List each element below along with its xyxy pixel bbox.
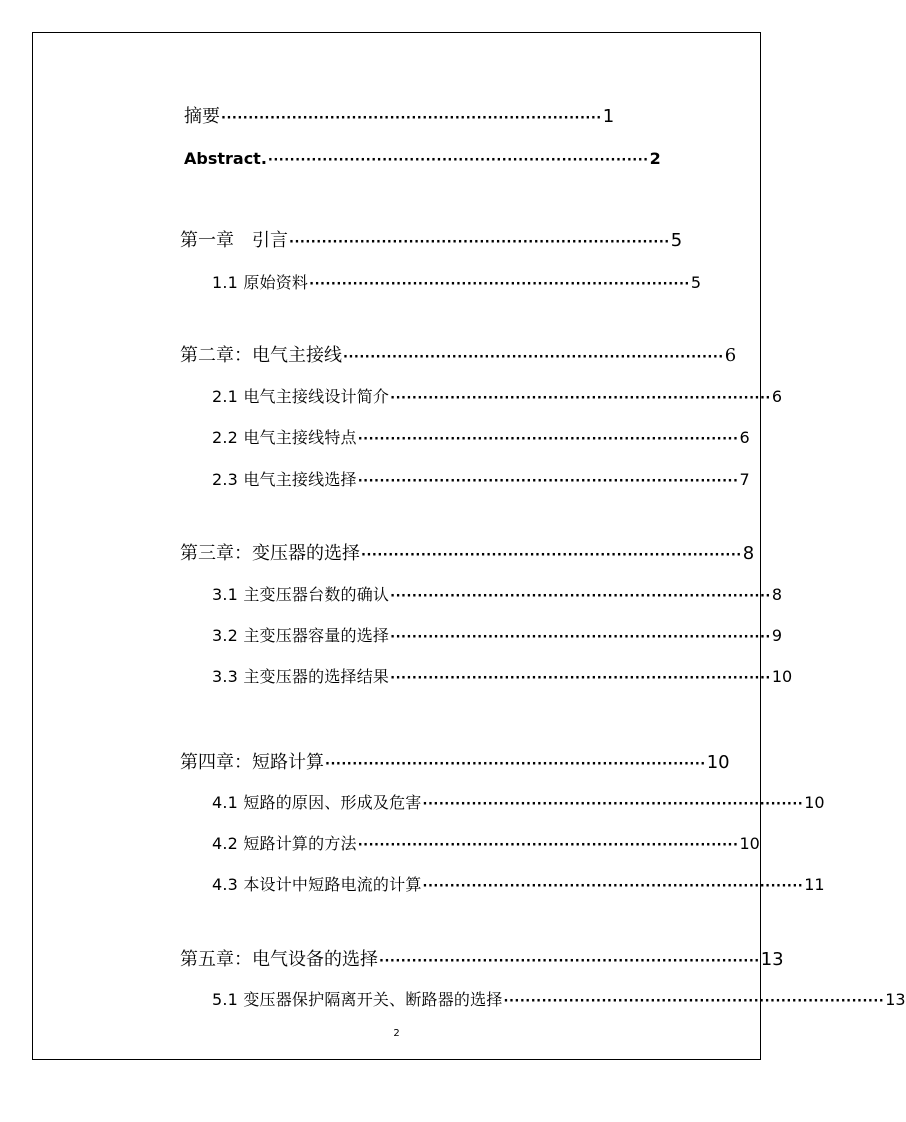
- toc-entry-label: 第三章：变压器的选择: [180, 543, 360, 564]
- toc-entry-page: 10: [804, 793, 825, 812]
- toc-entry-label: 摘要: [184, 106, 220, 127]
- toc-entry-chapter-3[interactable]: [180, 543, 755, 564]
- toc-entry-page: 8: [742, 543, 755, 564]
- toc-entry-page: 11: [804, 875, 825, 894]
- toc-leader-dots: ······································································: [390, 391, 771, 406]
- toc-entry-page: 6: [771, 387, 783, 406]
- toc-entry-page: 13: [760, 949, 784, 970]
- toc-entry-page: 6: [724, 345, 737, 366]
- toc-entry-label: 2.2 电气主接线特点: [212, 428, 357, 447]
- toc-entry-chapter-5[interactable]: [180, 949, 784, 970]
- toc-entry-page: 13: [885, 990, 906, 1009]
- toc-entry-page: 6: [739, 428, 750, 447]
- toc-entry-section-3-1[interactable]: [212, 585, 783, 604]
- toc-entry-section-4-1[interactable]: [212, 793, 825, 812]
- toc-leader-dots: ······································································: [422, 797, 804, 812]
- toc-leader-dots: ······································································: [390, 589, 771, 604]
- toc-entry-label: 5.1 变压器保护隔离开关、断路器的选择: [212, 990, 503, 1009]
- toc-entry-section-4-2[interactable]: [212, 834, 760, 853]
- toc-leader-dots: ······································································: [357, 838, 739, 853]
- toc-leader-dots: ······································································: [503, 994, 885, 1009]
- toc-entry-label: 3.2 主变压器容量的选择: [212, 626, 390, 645]
- toc-entry-label: 4.3 本设计中短路电流的计算: [212, 875, 422, 894]
- toc-entry-page: 10: [706, 752, 730, 773]
- toc-leader-dots: ······································································: [325, 757, 706, 772]
- toc-entry-label: 2.1 电气主接线设计简介: [212, 387, 390, 406]
- toc-leader-dots: ······································································: [422, 879, 804, 894]
- toc-entry-chapter-2[interactable]: [180, 345, 737, 366]
- toc-leader-dots: ······································································: [289, 235, 670, 250]
- toc-leader-dots: ······································································: [357, 432, 739, 447]
- toc-entry-section-3-2[interactable]: [212, 626, 783, 645]
- toc-entry-page: 8: [771, 585, 783, 604]
- toc-leader-dots: ······································································: [309, 277, 690, 292]
- toc-entry-abstract-en[interactable]: [184, 149, 661, 168]
- toc-entry-section-3-3[interactable]: [212, 667, 793, 686]
- toc-leader-dots: ······································································: [390, 671, 771, 686]
- toc-entry-label: 3.3 主变压器的选择结果: [212, 667, 390, 686]
- toc-leader-dots: ······································································: [343, 350, 724, 365]
- toc-entry-section-5-1[interactable]: [212, 990, 906, 1009]
- toc-entry-page: 1: [602, 106, 615, 127]
- toc-leader-dots: ······································································: [379, 954, 760, 969]
- toc-leader-dots: ······································································: [361, 548, 742, 563]
- toc-entry-label: 第二章：电气主接线: [180, 345, 342, 366]
- toc-entry-section-4-3[interactable]: [212, 875, 825, 894]
- toc-entry-label: 4.1 短路的原因、形成及危害: [212, 793, 422, 812]
- toc-entry-section-2-3[interactable]: [212, 470, 750, 489]
- toc-entry-page: 9: [771, 626, 783, 645]
- toc-entry-label: Abstract.: [184, 149, 267, 168]
- toc-entry-section-2-2[interactable]: [212, 428, 750, 447]
- toc-entry-label: 第五章：电气设备的选择: [180, 949, 378, 970]
- toc-entry-abstract-cn[interactable]: [184, 106, 615, 127]
- toc-entry-page: 10: [771, 667, 793, 686]
- toc-entry-label: 2.3 电气主接线选择: [212, 470, 357, 489]
- toc-entry-chapter-4[interactable]: [180, 752, 730, 773]
- toc-leader-dots: ······································································: [221, 111, 602, 126]
- toc-entry-section-1-1[interactable]: [212, 273, 702, 292]
- toc-entry-page: 5: [690, 273, 702, 292]
- toc-entry-page: 5: [670, 230, 683, 251]
- toc-entry-label: 3.1 主变压器台数的确认: [212, 585, 390, 604]
- toc-entry-chapter-1[interactable]: [180, 230, 683, 251]
- toc-entry-label: 第一章 引言: [180, 230, 288, 251]
- toc-entry-page: 2: [649, 149, 661, 168]
- toc-entry-page: 7: [739, 470, 750, 489]
- footer-page-number: 2: [393, 1028, 400, 1039]
- toc-entry-page: 10: [739, 834, 760, 853]
- toc-leader-dots: ······································································: [357, 474, 739, 489]
- toc-leader-dots: ······································································: [267, 153, 649, 168]
- toc-entry-label: 1.1 原始资料: [212, 273, 309, 292]
- toc-entry-label: 第四章：短路计算: [180, 752, 324, 773]
- toc-leader-dots: ······································································: [390, 630, 771, 645]
- toc-entry-section-2-1[interactable]: [212, 387, 783, 406]
- toc-entry-label: 4.2 短路计算的方法: [212, 834, 357, 853]
